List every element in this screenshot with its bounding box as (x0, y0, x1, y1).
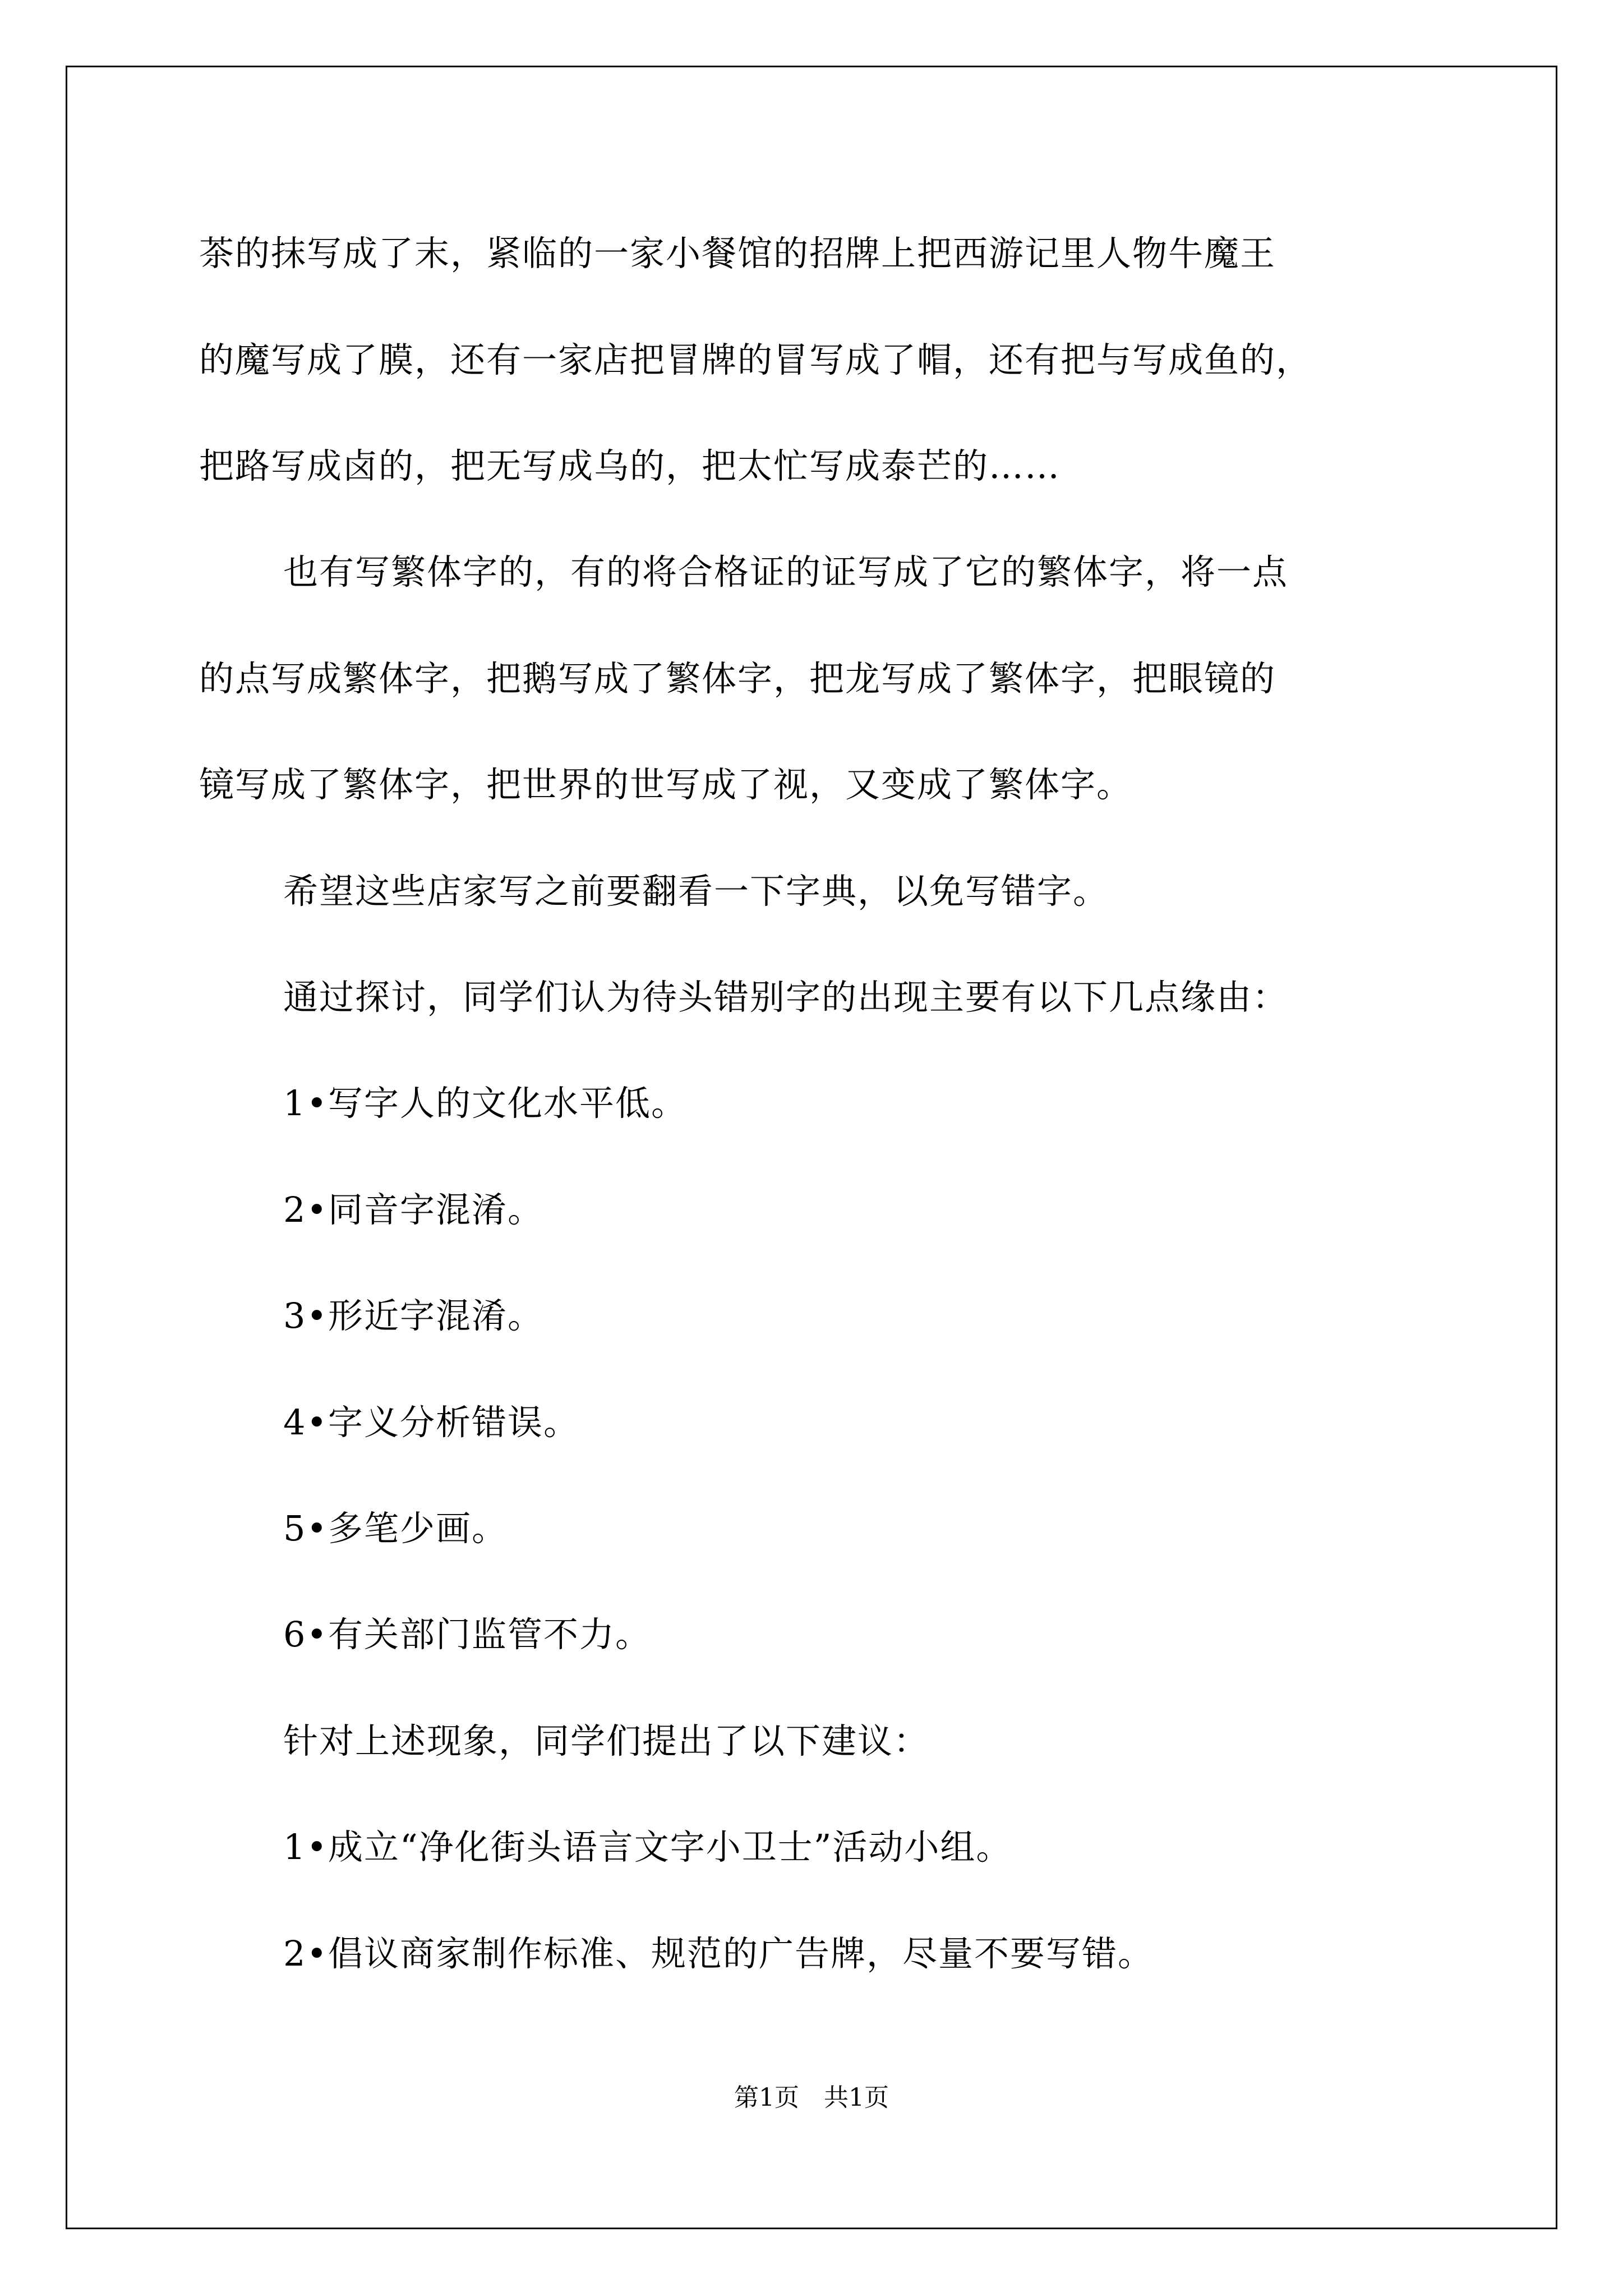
text-line: 把路写成卤的，把无写成乌的，把太忙写成泰芒的…… (199, 445, 1061, 486)
paragraph-start: 通过探讨，同学们认为待头错别字的出现主要有以下几点缘由： (283, 977, 1289, 1018)
list-item: 3•形近字混淆。 (283, 1295, 544, 1336)
list-item: 6•有关部门监管不力。 (283, 1614, 652, 1655)
text-line: 的点写成繁体字，把鹅写成了繁体字，把龙写成了繁体字，把眼镜的 (199, 658, 1276, 699)
list-item: 1•写字人的文化水平低。 (283, 1083, 688, 1124)
page-footer: 第1页 共1页 (734, 2083, 889, 2112)
list-item: 2•同音字混淆。 (283, 1189, 544, 1230)
text-line: 茶的抹写成了末，紧临的一家小餐馆的招牌上把西游记里人物牛魔王 (199, 233, 1276, 274)
text-line: 镜写成了繁体字，把世界的世写成了视，又变成了繁体字。 (199, 764, 1133, 805)
paragraph-start: 针对上述现象，同学们提出了以下建议： (283, 1720, 930, 1761)
list-item: 5•多笔少画。 (283, 1508, 508, 1549)
page-border (66, 66, 1557, 2229)
list-item: 1•成立“净化街头语言文字小卫士”活动小组。 (283, 1826, 1012, 1867)
paragraph-start: 也有写繁体字的，有的将合格证的证写成了它的繁体字，将一点 (283, 551, 1289, 592)
paragraph-start: 希望这些店家写之前要翻看一下字典，以免写错字。 (283, 871, 1109, 912)
list-item: 2•倡议商家制作标准、规范的广告牌，尽量不要写错。 (283, 1933, 1154, 1974)
text-line: 的魔写成了膜，还有一家店把冒牌的冒写成了帽，还有把与写成鱼的， (199, 339, 1312, 380)
list-item: 4•字义分析错误。 (283, 1402, 580, 1443)
